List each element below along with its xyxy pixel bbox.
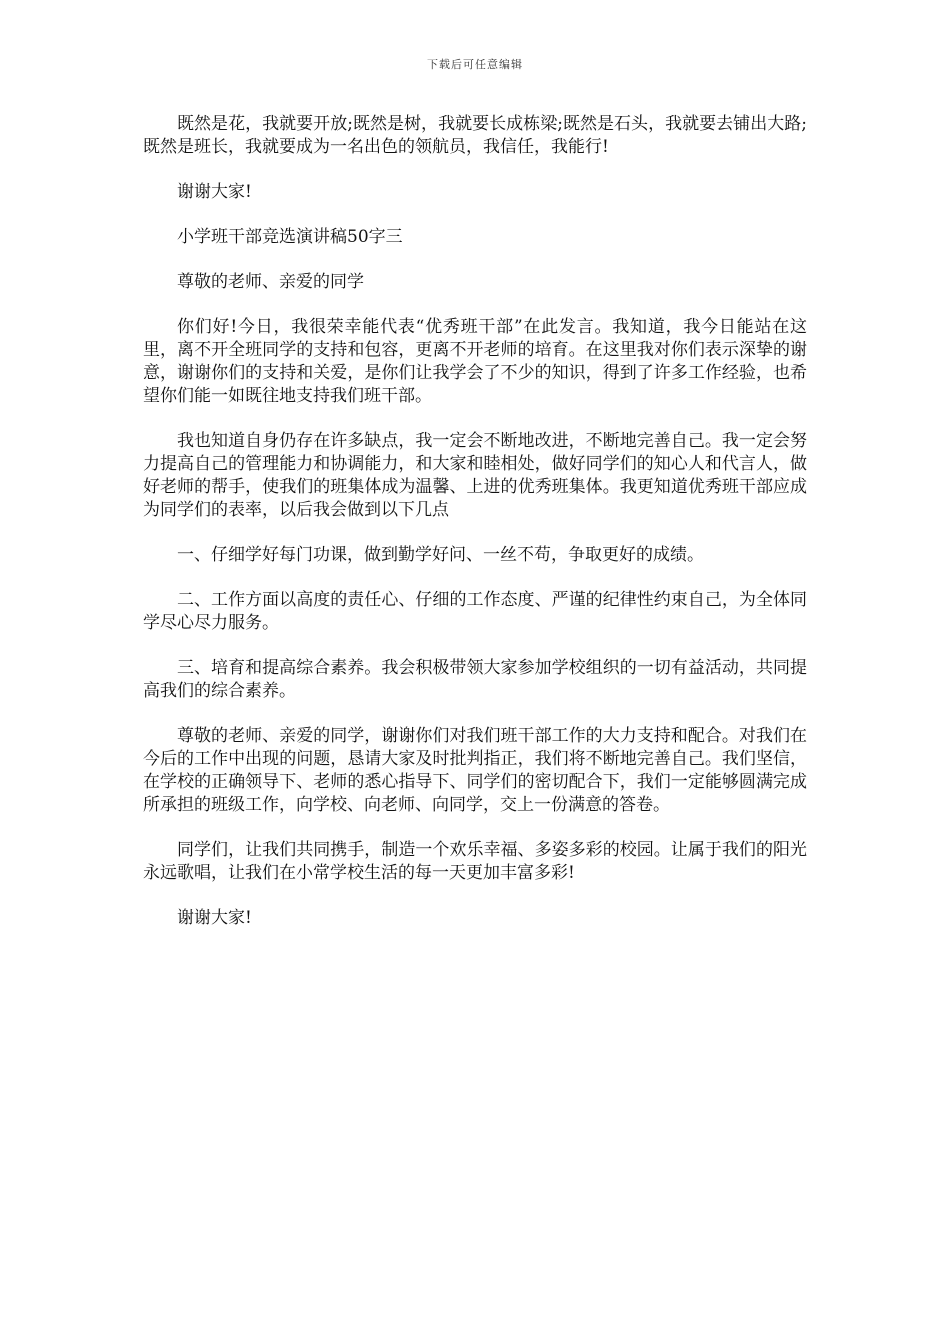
point-one: 一、仔细学好每门功课，做到勤学好问、一丝不苟，争取更好的成绩。 (177, 545, 704, 565)
paragraph-closing-vow: 既然是花，我就要开放;既然是树，我就要长成栋梁;既然是石头，我就要去铺出大路;既然是班长，我就要成为一名出色的领航员，我信任，我能行! (143, 114, 807, 157)
point-three: 三、培育和提高综合素养。我会积极带领大家参加学校组织的一切有益活动，共同提高我们的综合素养。 (143, 658, 807, 701)
point-two: 二、工作方面以高度的责任心、仔细的工作态度、严谨的纪律性约束自己，为全体同学尽心尽力服务。 (143, 590, 807, 633)
section-title: 小学班干部竞选演讲稿50字三 (177, 227, 403, 247)
document-body (143, 113, 807, 952)
paragraph-call-to-action: 同学们，让我们共同携手，制造一个欢乐幸福、多姿多彩的校园。让属于我们的阳光永远歌唱，让我们在小常学校生活的每一天更加丰富多彩! (143, 840, 807, 883)
paragraph-appreciation: 尊敬的老师、亲爱的同学，谢谢你们对我们班干部工作的大力支持和配合。对我们在今后的工作中出现的问题，恳请大家及时批判指正，我们将不断地完善自己。我们坚信，在学校的正确领导下、老师的悉心指导下、同学们的密切配合下，我们一定能够圆满完成所承担的班级工作，向学校、向老师、向同学，交上一份满意的答卷。 (143, 726, 807, 815)
paragraph-self-improvement: 我也知道自身仍存在许多缺点，我一定会不断地改进，不断地完善自己。我一定会努力提高自己的管理能力和协调能力，和大家和睦相处，做好同学们的知心人和代言人，做好老师的帮手，使我们的班集体成为温馨、上进的优秀班集体。我更知道优秀班干部应成为同学们的表率，以后我会做到以下几点 (143, 431, 807, 520)
paragraph-thanks: 谢谢大家! (177, 182, 252, 202)
paragraph-final-thanks: 谢谢大家! (177, 908, 252, 928)
salutation: 尊敬的老师、亲爱的同学 (177, 272, 364, 292)
page-header-note: 下载后可任意编辑 (427, 58, 523, 71)
paragraph-greeting: 你们好!今日，我很荣幸能代表“优秀班干部”在此发言。我知道，我今日能站在这里，离不开全班同学的支持和包容，更离不开老师的培育。在这里我对你们表示深挚的谢意，谢谢你们的支持和关爱，是你们让我学会了不少的知识，得到了许多工作经验，也希望你们能一如既往地支持我们班干部。 (143, 317, 807, 406)
